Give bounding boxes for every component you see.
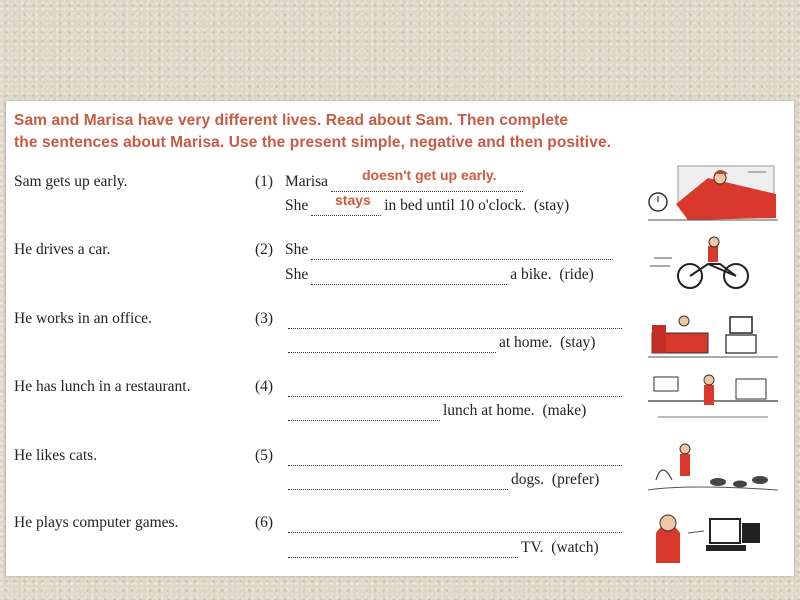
- answer-blank[interactable]: [288, 382, 622, 397]
- answer-blank[interactable]: [311, 270, 507, 285]
- exercise-row-5: [0, 446, 800, 508]
- sam-sentence: He drives a car.: [14, 241, 111, 258]
- line-prefix: She: [285, 241, 309, 258]
- exercise-row-6: [0, 513, 800, 575]
- sam-sentence: He works in an office.: [14, 310, 152, 327]
- line-prefix: Marisa: [285, 173, 329, 190]
- verb-hint: (watch): [551, 539, 599, 556]
- verb-hint: (ride): [559, 266, 594, 283]
- answer-line-2: [285, 470, 599, 490]
- item-number: (3): [255, 310, 274, 327]
- item-number: (4): [255, 378, 274, 395]
- answer-blank[interactable]: [288, 543, 518, 558]
- answer-line-1: [285, 513, 625, 533]
- answer-line-2: [285, 401, 586, 421]
- exercise-row-1: [0, 167, 800, 234]
- answer-line-2: [285, 333, 595, 353]
- answer-blank[interactable]: [288, 518, 622, 533]
- exercise-row-2: [0, 240, 800, 302]
- line-suffix: dogs.: [511, 471, 545, 488]
- woman-in-kitchen-icon: [648, 371, 778, 429]
- line-prefix: She: [285, 197, 309, 214]
- sam-sentence: He likes cats.: [14, 447, 98, 464]
- sam-sentence: He plays computer games.: [14, 514, 179, 531]
- item-number: (1): [255, 173, 274, 190]
- verb-hint: (stay): [533, 197, 570, 214]
- answer-blank[interactable]: [288, 406, 440, 421]
- sam-sentence: Sam gets up early.: [14, 173, 128, 190]
- instruction-line-1: Sam and Marisa have very different lives. Read about Sam. Then complete: [14, 112, 569, 129]
- line-suffix: a bike.: [510, 266, 552, 283]
- line-suffix: at home.: [499, 334, 553, 351]
- line-suffix: TV.: [521, 539, 544, 556]
- answer-blank[interactable]: [288, 451, 622, 466]
- item-number: (6): [255, 514, 274, 531]
- verb-hint: (prefer): [551, 471, 600, 488]
- woman-with-dogs-icon: [648, 440, 778, 498]
- line-suffix: lunch at home.: [443, 402, 535, 419]
- exercise-row-4: [0, 377, 800, 439]
- line-prefix: She: [285, 266, 309, 283]
- exercise-instruction: [14, 110, 674, 154]
- answer-line-2: [285, 196, 569, 216]
- item-number: (5): [255, 447, 274, 464]
- answer-blank[interactable]: [288, 314, 622, 329]
- answer-blank[interactable]: [311, 245, 613, 260]
- handwritten-answer: doesn't get up early.: [362, 167, 497, 183]
- sam-sentence: He has lunch in a restaurant.: [14, 378, 191, 395]
- verb-hint: (stay): [560, 334, 596, 351]
- answer-line-1: [285, 309, 625, 329]
- woman-on-sofa-icon: [648, 303, 778, 361]
- exercise-row-3: [0, 309, 800, 371]
- answer-blank[interactable]: [288, 475, 508, 490]
- woman-watching-tv-icon: [648, 507, 778, 565]
- handwritten-answer: stays: [335, 192, 371, 208]
- answer-line-1: [285, 240, 616, 260]
- line-suffix: in bed until 10 o'clock.: [384, 197, 527, 214]
- item-number: (2): [255, 241, 274, 258]
- answer-line-2: [285, 265, 594, 285]
- answer-line-2: [285, 538, 599, 558]
- woman-on-bike-icon: [648, 234, 778, 292]
- answer-line-1: [285, 446, 625, 466]
- answer-line-1: [285, 377, 625, 397]
- answer-blank[interactable]: [288, 338, 496, 353]
- verb-hint: (make): [542, 402, 587, 419]
- woman-in-bed-icon: [648, 164, 778, 222]
- instruction-line-2: the sentences about Marisa. Use the present simple, negative and then positive.: [14, 134, 612, 151]
